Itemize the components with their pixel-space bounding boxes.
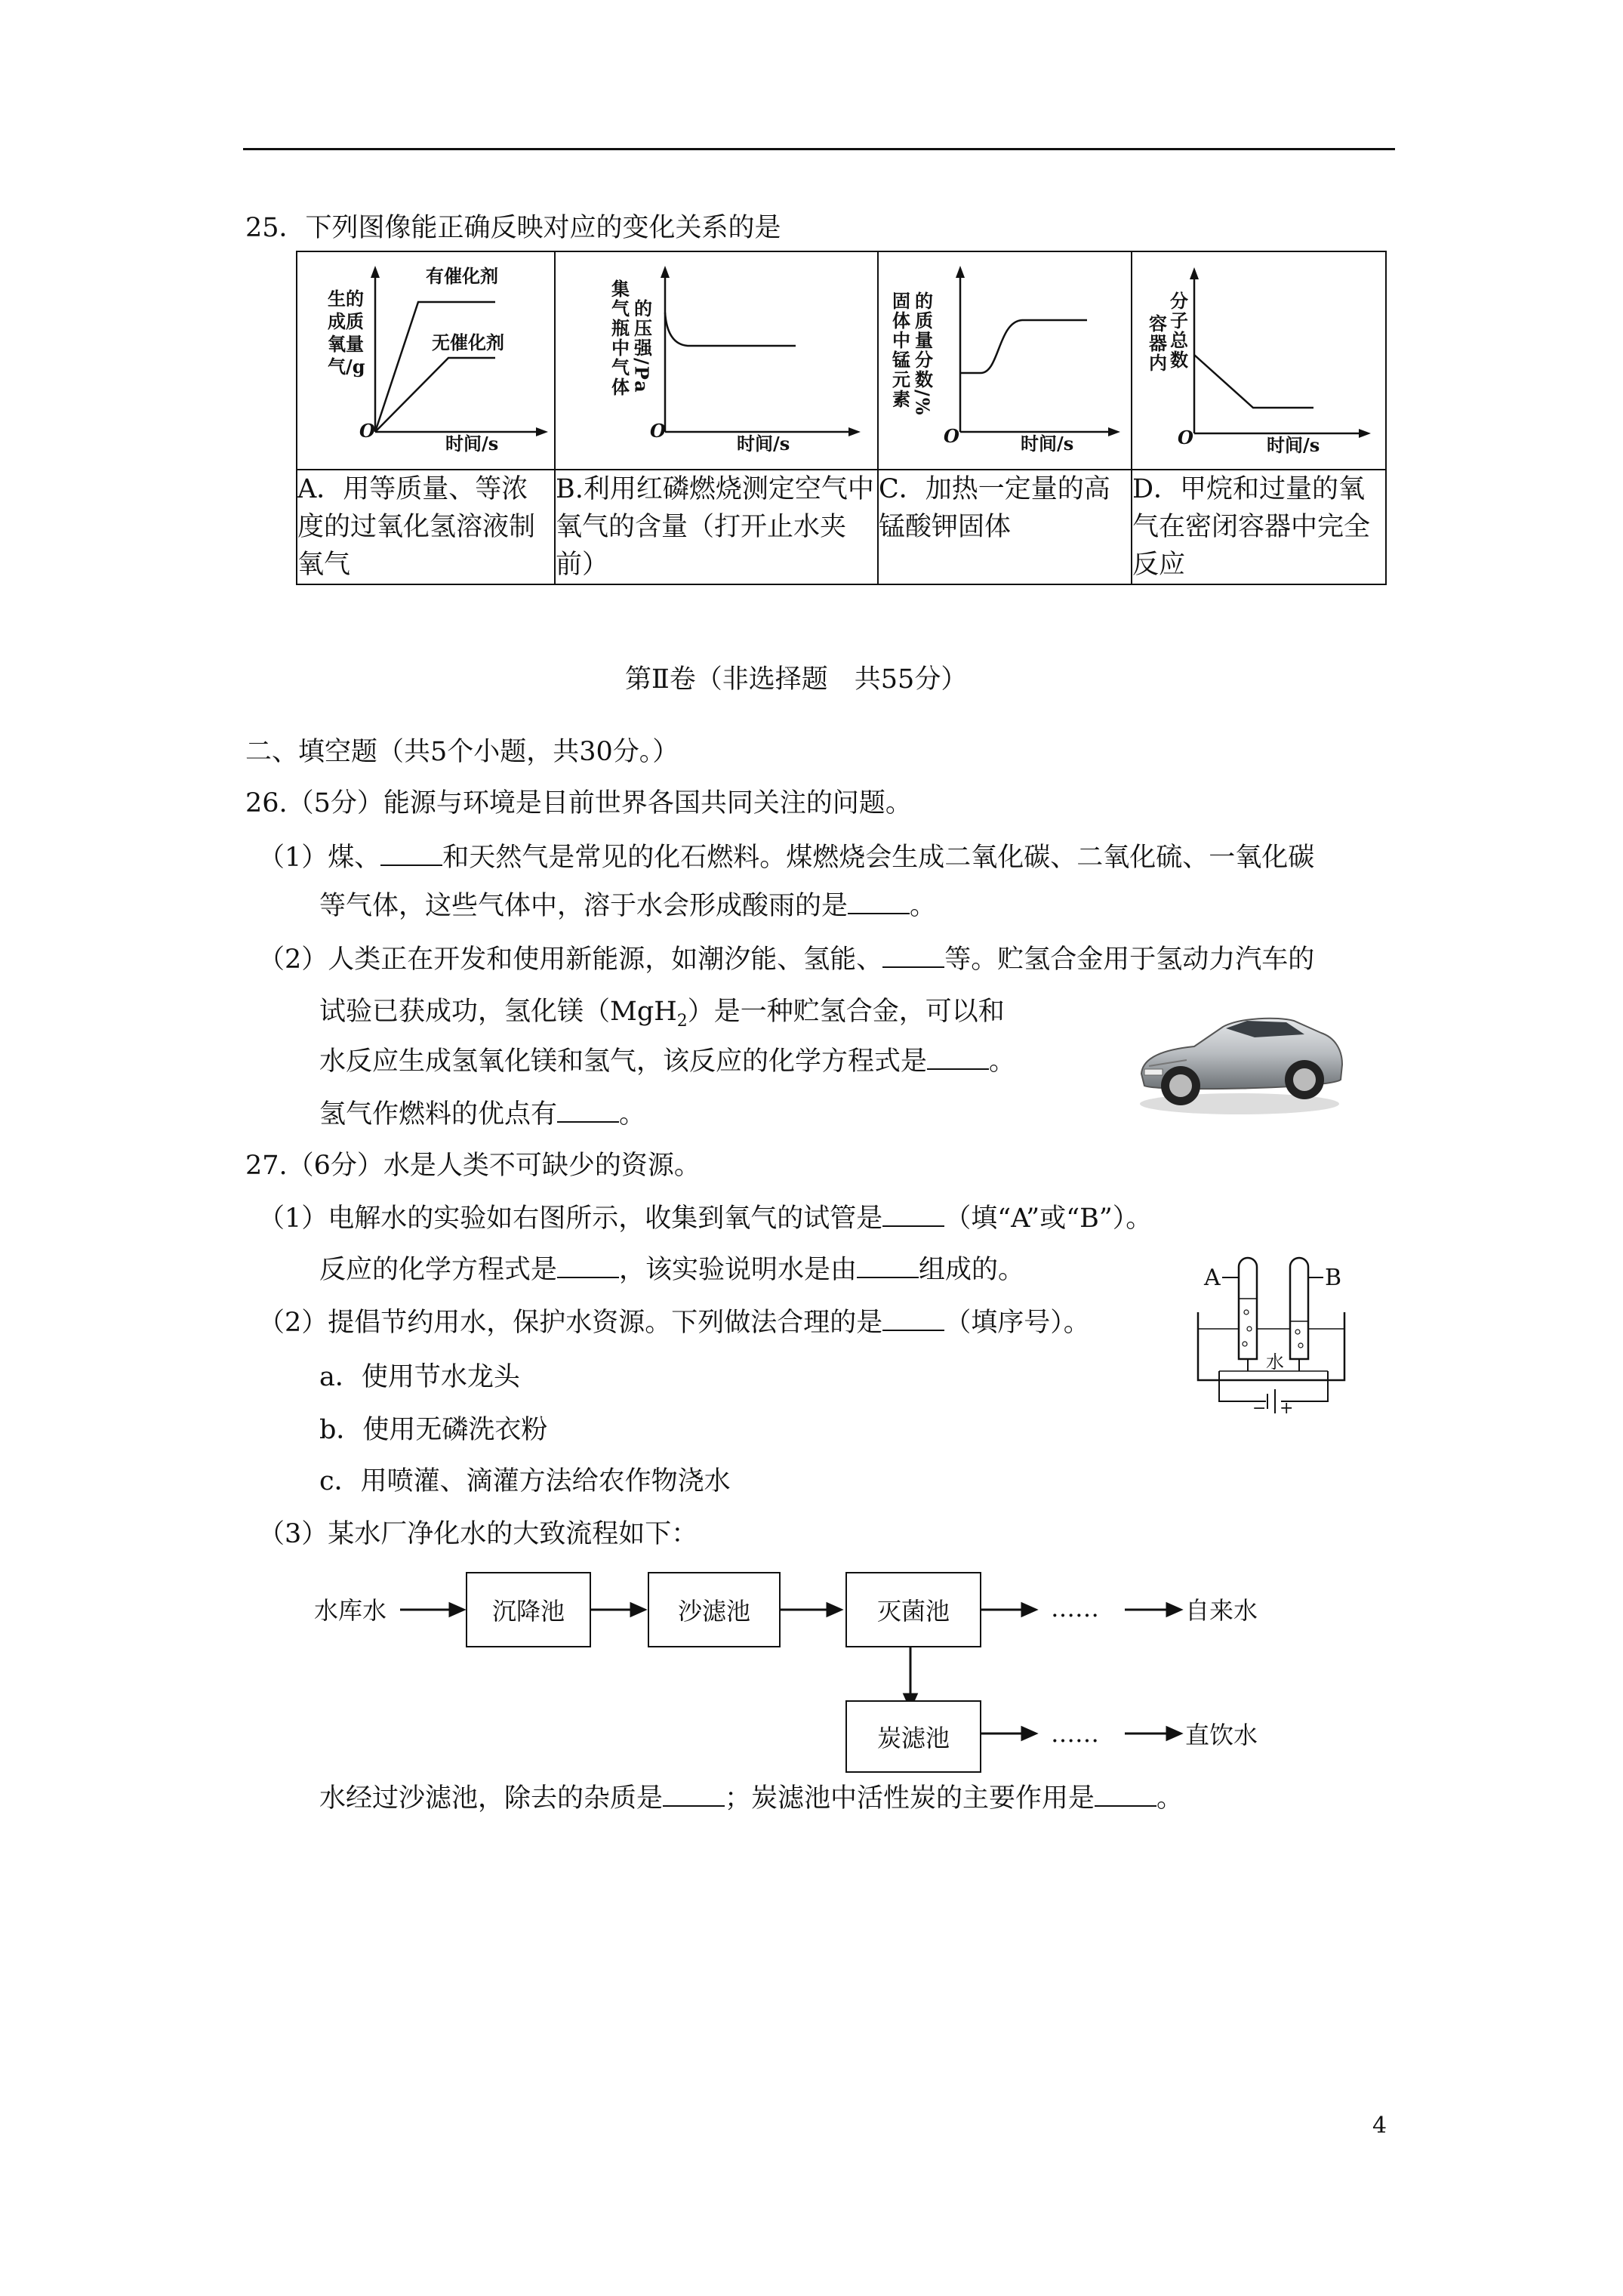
- minus-sign: −: [1252, 1399, 1267, 1418]
- blank[interactable]: [380, 842, 442, 866]
- graph-c-ylabel-col1: 固体中锰元素: [888, 291, 911, 409]
- q26-part2-line2: 试验已获成功，氢化镁（MgH$_2$）是一种贮氢合金，可以和: [319, 997, 1005, 1031]
- blank[interactable]: [1095, 1783, 1156, 1807]
- graph-a-origin: O: [359, 420, 375, 442]
- flow-box-sedimentation: 沉降池: [466, 1572, 591, 1647]
- option-b: B.利用红磷燃烧测定空气中氧气的含量（打开止水夹前）: [555, 470, 878, 584]
- tube-a-label: A: [1204, 1265, 1221, 1291]
- section-title: 第Ⅱ卷（非选择题 共55分）: [625, 664, 968, 695]
- graph-a-ylabel-1: 生的: [328, 288, 364, 310]
- blank[interactable]: [663, 1783, 725, 1807]
- graph-d-origin: O: [1178, 427, 1193, 448]
- q27-stem: 27.（6分）水是人类不可缺少的资源。: [245, 1151, 701, 1181]
- page-number: 4: [1372, 2113, 1387, 2139]
- graph-c-xlabel: 时间/s: [1021, 433, 1074, 455]
- blank[interactable]: [882, 1307, 944, 1331]
- blank[interactable]: [848, 890, 910, 914]
- header-rule: [243, 148, 1395, 150]
- flow-output-drinking-water: 直饮水: [1185, 1721, 1258, 1749]
- graph-b-ylabel-col2: 的压强/Pa: [630, 299, 653, 394]
- graph-d: [1132, 251, 1386, 470]
- q25-table: [296, 251, 1387, 585]
- q26-part2-line1: （2）人类正在开发和使用新能源，如潮汐能、氢能、 等。贮氢合金用于氢动力汽车的: [258, 945, 1315, 975]
- option-c: C．加热一定量的高锰酸钾固体: [878, 470, 1132, 584]
- graph-b-origin: O: [650, 420, 666, 442]
- q26-part2-line3: 水反应生成氢氧化镁和氢气，该反应的化学方程式是 。: [319, 1046, 1016, 1077]
- part2-title: 二、填空题（共5个小题，共30分。）: [245, 737, 679, 767]
- graph-b-ylabel-col1: 集气瓶中气体: [608, 279, 630, 397]
- graph-a-xlabel: 时间/s: [445, 433, 499, 455]
- graph-a-curve2-label: 无催化剂: [432, 331, 504, 353]
- graph-d-xlabel: 时间/s: [1267, 434, 1320, 456]
- graph-d-ylabel-col1: 容器内: [1145, 314, 1168, 373]
- option-a: A．用等质量、等浓度的过氧化氢溶液制氧气: [297, 470, 555, 584]
- q27-part3-intro: （3）某水厂净化水的大致流程如下：: [258, 1519, 698, 1549]
- option-d: D．甲烷和过量的氧气在密闭容器中完全反应: [1132, 470, 1386, 584]
- q27-option-c: c．用喷灌、滴灌方法给农作物浇水: [319, 1466, 731, 1496]
- q26-stem: 26.（5分）能源与环境是目前世界各国共同关注的问题。: [245, 788, 912, 818]
- graph-b-ylabel: [608, 279, 790, 455]
- q27-part2-line1: （2）提倡节约用水，保护水资源。下列做法合理的是 （填序号）。: [258, 1308, 1090, 1338]
- flow-box-sand-filter: 沙滤池: [648, 1572, 781, 1647]
- blank[interactable]: [857, 1254, 919, 1278]
- blank[interactable]: [557, 1099, 619, 1123]
- q27-part1-line2: 反应的化学方程式是 ，该实验说明水是由 组成的。: [319, 1255, 1025, 1285]
- graph-b: [555, 251, 878, 470]
- electrolysis-diagram: [1196, 1253, 1347, 1419]
- graph-a: [297, 251, 555, 470]
- flow-output-tap-water: 自来水: [1185, 1596, 1258, 1625]
- flow-source: 水库水: [314, 1596, 387, 1625]
- blank[interactable]: [927, 1046, 989, 1070]
- blank[interactable]: [882, 944, 944, 968]
- graph-a-ylabel-3: 氧量: [328, 333, 364, 355]
- car-image: [1134, 991, 1347, 1119]
- water-label: 水: [1266, 1351, 1284, 1373]
- q27-part3-question: 水经过沙滤池，除去的杂质是 ；炭滤池中活性炭的主要作用是 。: [319, 1783, 1184, 1814]
- flow-dots-2: ……: [1051, 1719, 1099, 1748]
- graph-d-ylabel-col2: 分子总数: [1166, 291, 1189, 370]
- q26-part1-line1: （1）煤、 和天然气是常见的化石燃料。煤燃烧会生成二氧化碳、二氧化硫、一氧化碳: [258, 843, 1315, 873]
- q27-option-a: a．使用节水龙头: [319, 1362, 520, 1392]
- q25-stem: 25．下列图像能正确反映对应的变化关系的是: [245, 213, 781, 243]
- tube-b-label: B: [1325, 1265, 1342, 1291]
- q27-option-b: b．使用无磷洗衣粉: [319, 1415, 548, 1445]
- flow-box-sterilization: 灭菌池: [845, 1572, 981, 1647]
- plus-sign: +: [1280, 1399, 1294, 1418]
- q27-part1-line1: （1）电解水的实验如右图所示，收集到氧气的试管是 （填“A”或“B”）。: [258, 1203, 1153, 1234]
- q26-part2-line4: 氢气作燃料的优点有 。: [319, 1099, 646, 1130]
- flow-box-carbon-filter: 炭滤池: [845, 1700, 981, 1773]
- blank[interactable]: [882, 1203, 944, 1227]
- flow-dots-1: ……: [1051, 1594, 1099, 1623]
- q26-part1-line2: 等气体，这些气体中，溶于水会形成酸雨的是 。: [319, 891, 937, 921]
- graph-c-origin: O: [944, 425, 959, 447]
- graph-a-ylabel-2: 成质: [328, 310, 364, 332]
- graph-a-ylabel-4: 气/g: [328, 356, 365, 378]
- graph-b-xlabel: 时间/s: [737, 433, 790, 455]
- graph-c: [878, 251, 1132, 470]
- graph-a-curve1-label: 有催化剂: [426, 265, 498, 287]
- blank[interactable]: [557, 1254, 619, 1278]
- graph-c-ylabel-col2: 的质量分数/%: [911, 291, 934, 417]
